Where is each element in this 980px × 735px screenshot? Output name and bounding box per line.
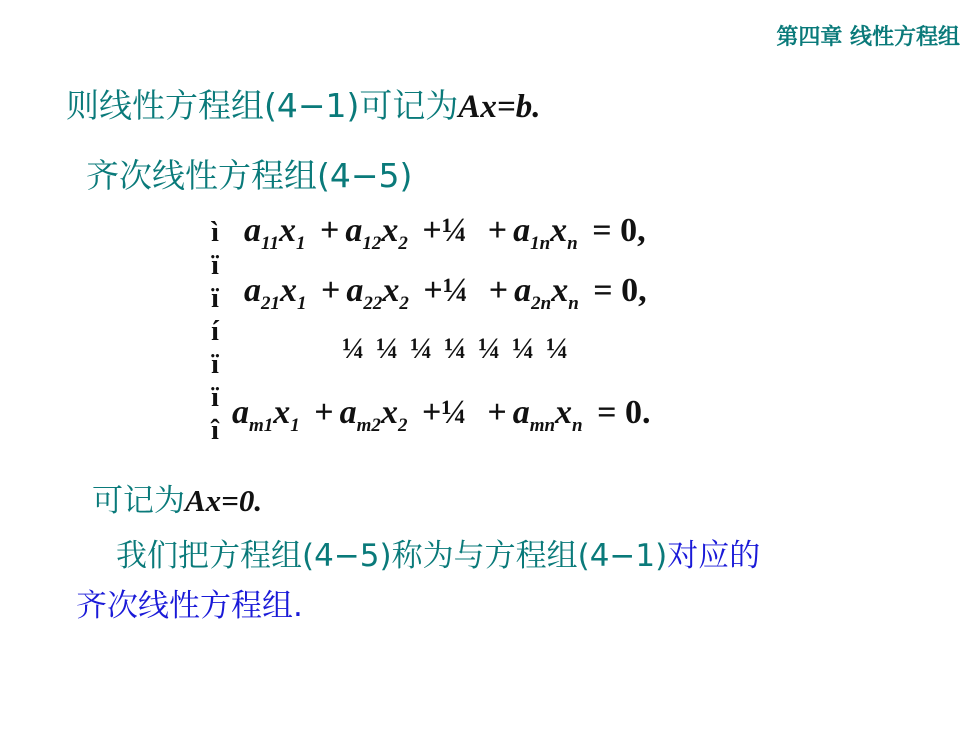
homogeneous-matrix-form-prefix: 可记为 xyxy=(92,483,185,519)
brace-glyph: ï xyxy=(211,382,219,413)
left-brace xyxy=(207,216,223,447)
chapter-header: 第四章 线性方程组 xyxy=(776,25,960,50)
equation-system xyxy=(200,208,760,448)
homogeneous-system-heading-text: 齐次线性方程组(4−5) xyxy=(86,156,413,195)
brace-glyph: ï xyxy=(211,349,219,380)
definition-teal-text: 我们把方程组(4−5)称为与方程组(4−1) xyxy=(116,538,668,574)
definition-line-1 xyxy=(116,530,760,575)
equation-row-2: $a_{21}x_1 + a_{22}x_2$ +¼ + $a_{2n}x_n = 0$, xyxy=(244,272,647,314)
brace-glyph: ï xyxy=(211,250,219,281)
definition-line-2 xyxy=(76,580,303,625)
matrix-form-prefix: 则线性方程组(4−1)可记为 xyxy=(66,86,459,125)
brace-glyph: í xyxy=(211,316,219,347)
brace-glyph: î xyxy=(211,415,219,446)
equation-row-1: $a_{11}x_1 + a_{12}x_2$ +¼ + $a_{1n}x_n = 0$, xyxy=(244,212,646,254)
brace-glyph: ï xyxy=(211,283,219,314)
homogeneous-system-heading xyxy=(86,150,412,197)
brace-glyph: ì xyxy=(211,217,219,248)
homogeneous-matrix-form-formula: Ax=0. xyxy=(185,483,263,518)
equation-row-ellipsis: ¼ ¼ ¼ ¼ ¼ ¼ ¼ xyxy=(342,332,571,365)
matrix-form-formula: Ax=b. xyxy=(458,89,541,125)
definition-line-2-text: 齐次线性方程组. xyxy=(76,588,303,624)
matrix-form-line xyxy=(66,80,540,127)
definition-blue-text: 对应的 xyxy=(667,538,761,574)
homogeneous-matrix-form-line xyxy=(92,475,262,520)
equation-row-m: $a_{m1}x_1 + a_{m2}x_2$ +¼ + $a_{mn}x_n = 0$. xyxy=(232,394,651,436)
